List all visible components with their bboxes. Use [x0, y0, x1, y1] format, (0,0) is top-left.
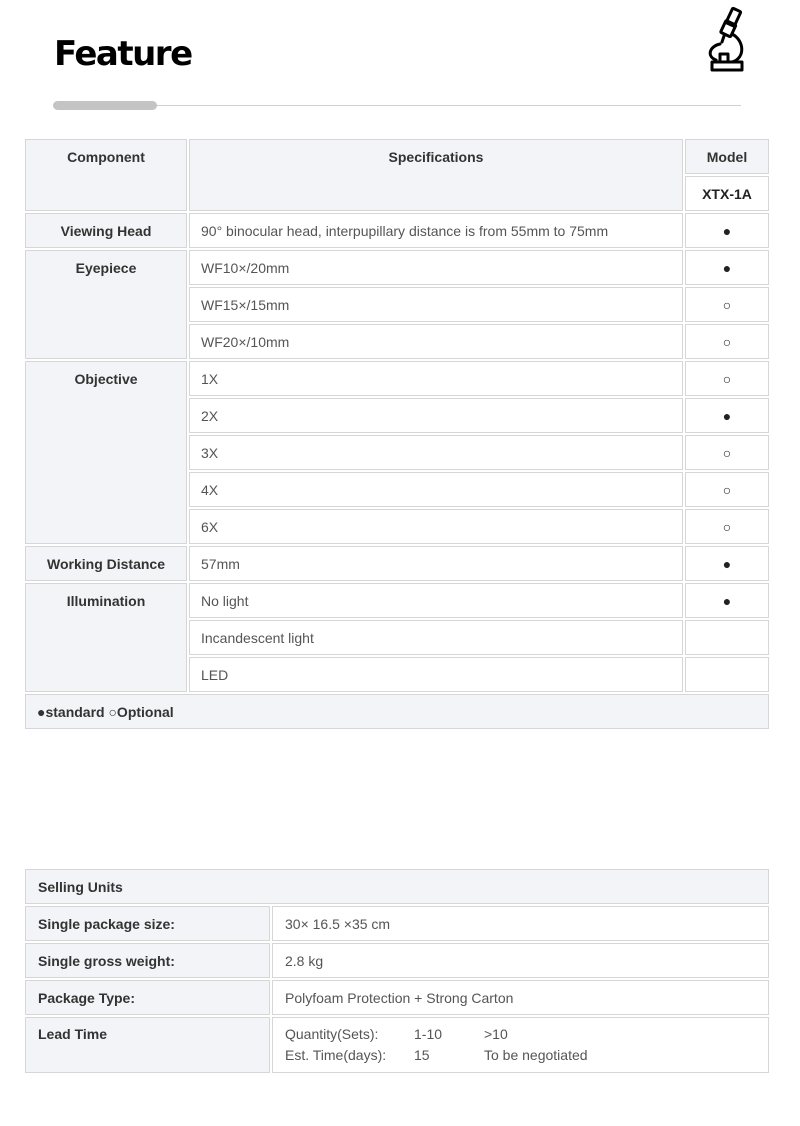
table-row: [25, 213, 769, 248]
mark-cell: ○: [685, 435, 769, 470]
gross-weight-label: Single gross weight:: [25, 943, 270, 978]
package-size-value: 30× 16.5 ×35 cm: [272, 906, 769, 941]
mark-cell: [685, 657, 769, 692]
qty-1: 1-10: [414, 1026, 443, 1042]
spec-cell: 4X: [189, 472, 683, 507]
mark-cell: ●: [685, 546, 769, 581]
mark-cell: ○: [685, 287, 769, 322]
lead-time-label: Lead Time: [25, 1017, 270, 1073]
lead-time-qty-line: [285, 1024, 756, 1045]
table-row: [25, 250, 769, 285]
spec-cell: 3X: [189, 435, 683, 470]
mark-cell: ○: [685, 472, 769, 507]
mark-cell: ●: [685, 398, 769, 433]
selling-header-row: [25, 869, 769, 904]
selling-units-table: [23, 867, 771, 1075]
col-component: Component: [25, 139, 187, 211]
spec-cell: 2X: [189, 398, 683, 433]
time-2: To be negotiated: [484, 1047, 588, 1063]
component-viewing-head: Viewing Head: [25, 213, 187, 248]
package-size-label: Single package size:: [25, 906, 270, 941]
spec-cell: WF20×/10mm: [189, 324, 683, 359]
spec-cell: Incandescent light: [189, 620, 683, 655]
selling-title: Selling Units: [25, 869, 769, 904]
progress-thumb: [53, 101, 157, 110]
spec-cell: 90° binocular head, interpupillary distance is from 55mm to 75mm: [189, 213, 683, 248]
time-1: 15: [414, 1047, 430, 1063]
col-model: Model: [685, 139, 769, 174]
mark-cell: ○: [685, 509, 769, 544]
spec-cell: WF10×/20mm: [189, 250, 683, 285]
component-eyepiece: Eyepiece: [25, 250, 187, 359]
qty-label: Quantity(Sets):: [285, 1026, 379, 1042]
table-row: [25, 980, 769, 1015]
table-row: [25, 1017, 769, 1073]
table-row: [25, 943, 769, 978]
col-specifications: Specifications: [189, 139, 683, 211]
mark-cell: ○: [685, 324, 769, 359]
spec-cell: LED: [189, 657, 683, 692]
legend: ●standard ○Optional: [25, 694, 769, 729]
table-row: [25, 361, 769, 396]
time-label: Est. Time(days):: [285, 1047, 387, 1063]
component-illumination: Illumination: [25, 583, 187, 692]
spec-cell: 57mm: [189, 546, 683, 581]
mark-cell: ●: [685, 250, 769, 285]
spec-cell: 1X: [189, 361, 683, 396]
lead-time-days-line: [285, 1045, 756, 1066]
legend-row: [25, 694, 769, 729]
mark-cell: ○: [685, 361, 769, 396]
lead-time-value: [272, 1017, 769, 1073]
component-objective: Objective: [25, 361, 187, 544]
mark-cell: ●: [685, 583, 769, 618]
spec-cell: No light: [189, 583, 683, 618]
model-name: XTX-1A: [685, 176, 769, 211]
page-title: Feature: [54, 34, 192, 74]
mark-cell: ●: [685, 213, 769, 248]
spec-cell: WF15×/15mm: [189, 287, 683, 322]
spec-cell: 6X: [189, 509, 683, 544]
mark-cell: [685, 620, 769, 655]
package-type-value: Polyfoam Protection + Strong Carton: [272, 980, 769, 1015]
package-type-label: Package Type:: [25, 980, 270, 1015]
qty-2: >10: [484, 1026, 508, 1042]
microscope-icon: [702, 6, 748, 72]
gross-weight-value: 2.8 kg: [272, 943, 769, 978]
table-row: [25, 906, 769, 941]
spec-table: [23, 137, 771, 731]
component-working-distance: Working Distance: [25, 546, 187, 581]
table-row: [25, 583, 769, 618]
spec-header-row: [25, 139, 769, 174]
table-row: [25, 546, 769, 581]
